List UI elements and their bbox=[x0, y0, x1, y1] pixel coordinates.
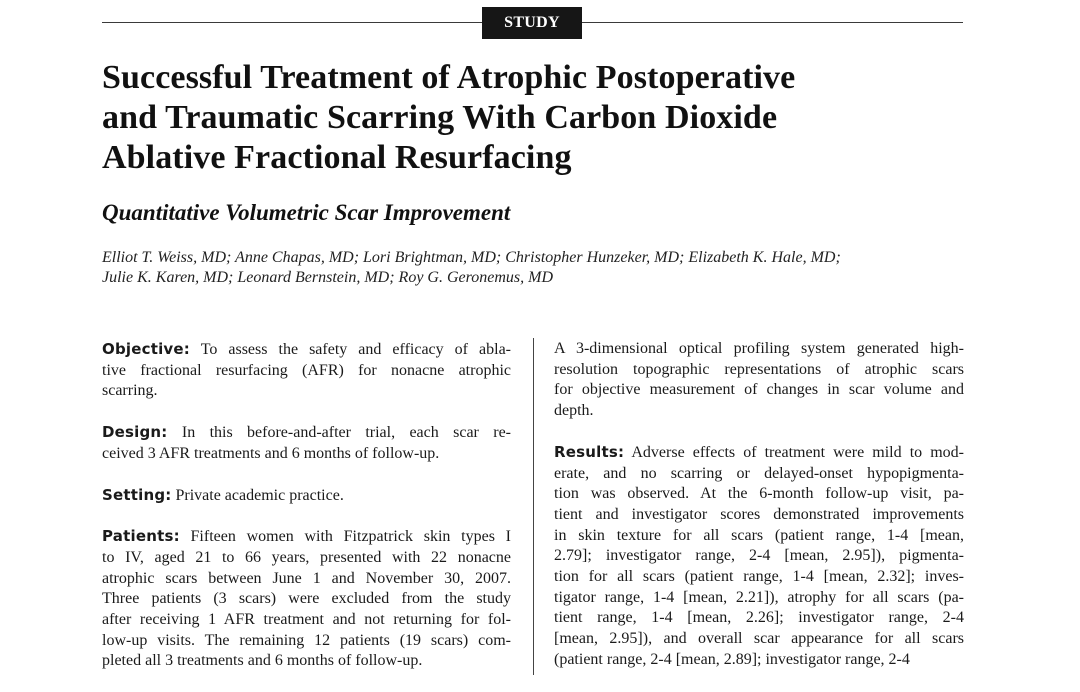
abstract-line bbox=[554, 526, 964, 547]
title-line: Ablative Fractional Resurfacing bbox=[102, 139, 572, 176]
abstract-text: tion for all scars (patient range, 1-4 [mean, 2.32]; inves- bbox=[554, 568, 964, 586]
abstract-line bbox=[554, 546, 964, 567]
abstract-text: A 3-dimensional optical profiling system generated high- bbox=[554, 340, 964, 357]
abstract-line bbox=[102, 485, 511, 507]
abstract-line bbox=[102, 610, 511, 631]
abstract-text: depth. bbox=[554, 402, 594, 420]
abstract-text: [mean, 2.95]), and overall scar appearance for all scars bbox=[554, 630, 964, 648]
abstract-section bbox=[554, 442, 964, 671]
abstract-text: Private academic practice. bbox=[171, 486, 344, 504]
abstract-line bbox=[554, 588, 964, 609]
abstract-text: tient range, 1-4 [mean, 2.26]; investigator range, 2-4 bbox=[554, 609, 964, 627]
abstract-text: in skin texture for all scars (patient range, 1-4 [mean, bbox=[554, 526, 964, 544]
abstract-line bbox=[102, 526, 511, 548]
abstract-text: pleted all 3 treatments and 6 months of follow-up. bbox=[102, 652, 423, 670]
title-line: Successful Treatment of Atrophic Postoperative bbox=[102, 59, 796, 96]
abstract-text: resolution topographic representations of atrophic scars bbox=[554, 360, 964, 378]
abstract-line bbox=[102, 339, 511, 361]
abstract-line bbox=[554, 401, 964, 422]
abstract-section bbox=[102, 526, 511, 672]
abstract-text: In this before-and-after trial, each scar re- bbox=[167, 424, 511, 442]
author-list bbox=[102, 248, 982, 288]
abstract-text: tive fractional resurfacing (AFR) for nonacne atrophic bbox=[102, 361, 511, 379]
abstract-line bbox=[102, 589, 511, 610]
abstract-section bbox=[102, 422, 511, 464]
abstract-line bbox=[102, 381, 511, 402]
abstract-text: tigator range, 1-4 [mean, 2.21]), atrophy for all scars (pa- bbox=[554, 588, 964, 606]
abstract-line bbox=[102, 569, 511, 590]
abstract-line bbox=[554, 339, 964, 360]
abstract-text: To assess the safety and efficacy of abla- bbox=[189, 341, 511, 358]
abstract-left-column bbox=[102, 339, 511, 692]
abstract-text: after receiving 1 AFR treatment and not returning for fol- bbox=[102, 611, 511, 629]
abstract-right-column bbox=[554, 339, 964, 691]
abstract-text: ceived 3 AFR treatments and 6 months of follow-up. bbox=[102, 444, 440, 462]
abstract-text: tient and investigator scores demonstrated improvements bbox=[554, 505, 964, 523]
abstract-text: tion was observed. At the 6-month follow-up visit, pa- bbox=[554, 485, 964, 503]
title-line: and Traumatic Scarring With Carbon Dioxide bbox=[102, 99, 778, 136]
section-tag: STUDY bbox=[482, 7, 582, 39]
abstract-line bbox=[102, 651, 511, 672]
abstract-text: (patient range, 2-4 [mean, 2.89]; investigator range, 2-4 bbox=[554, 650, 910, 668]
abstract-text: for objective measurement of changes in scar volume and bbox=[554, 381, 964, 399]
article-title bbox=[102, 58, 982, 178]
section-label: Design: bbox=[102, 423, 168, 442]
abstract-section bbox=[102, 339, 511, 402]
article-subtitle: Quantitative Volumetric Scar Improvement bbox=[102, 200, 511, 225]
abstract-text: low-up visits. The remaining 12 patients (19 scars) com- bbox=[102, 631, 511, 649]
section-label: Setting: bbox=[102, 485, 172, 504]
section-label: Patients: bbox=[102, 527, 180, 546]
abstract-line bbox=[554, 608, 964, 629]
abstract-line bbox=[554, 629, 964, 650]
column-divider bbox=[533, 338, 534, 675]
abstract-line bbox=[554, 380, 964, 401]
abstract-text: 2.79]; investigator range, 2-4 [mean, 2.95]), pigmenta- bbox=[554, 547, 964, 565]
abstract-line bbox=[102, 422, 511, 444]
section-label: Objective: bbox=[102, 340, 190, 358]
abstract-line bbox=[554, 505, 964, 526]
abstract-text: erate, and no scarring or delayed-onset hypopigmenta- bbox=[554, 464, 964, 482]
abstract-section bbox=[554, 339, 964, 422]
abstract-text: Fifteen women with Fitzpatrick skin types I bbox=[179, 528, 511, 546]
abstract-line bbox=[554, 567, 964, 588]
abstract-line bbox=[554, 650, 964, 671]
abstract-line bbox=[102, 548, 511, 569]
abstract-line bbox=[102, 361, 511, 382]
section-label: Results: bbox=[554, 442, 625, 461]
abstract-line bbox=[102, 631, 511, 652]
abstract-text: scarring. bbox=[102, 382, 158, 400]
abstract-line bbox=[554, 484, 964, 505]
abstract-line bbox=[554, 360, 964, 381]
abstract-text: Three patients (3 scars) were excluded from the study bbox=[102, 590, 511, 608]
abstract-text: to IV, aged 21 to 66 years, presented with 22 nonacne bbox=[102, 548, 511, 566]
abstract-text: atrophic scars between June 1 and November 30, 2007. bbox=[102, 569, 511, 587]
abstract-line bbox=[554, 442, 964, 464]
author-line: Julie K. Karen, MD; Leonard Bernstein, MD; Roy G. Geronemus, MD bbox=[102, 269, 554, 286]
abstract-text: Adverse effects of treatment were mild to mod- bbox=[624, 443, 964, 461]
abstract-line bbox=[554, 464, 964, 485]
abstract-section bbox=[102, 485, 511, 507]
abstract-line bbox=[102, 444, 511, 465]
author-line: Elliot T. Weiss, MD; Anne Chapas, MD; Lori Brightman, MD; Christopher Hunzeker, MD; Elizabeth K. Hale, MD; bbox=[102, 249, 841, 266]
